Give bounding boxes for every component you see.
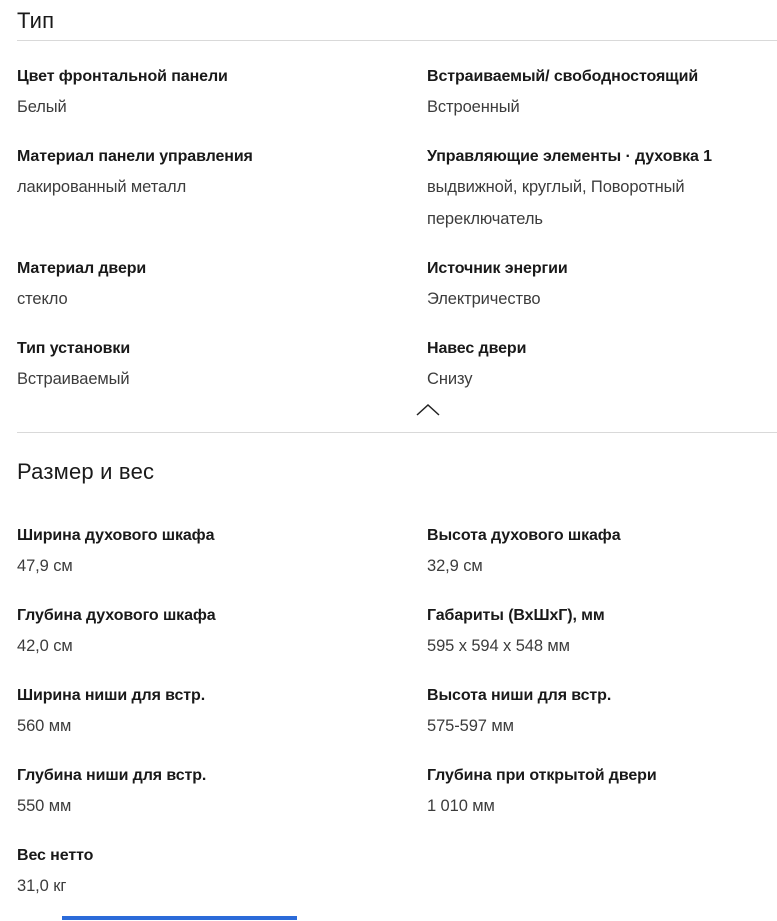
collapse-row xyxy=(0,403,777,419)
spec-value: лакированный металл xyxy=(17,178,187,196)
spec-value: 560 мм xyxy=(17,717,72,735)
spec-value: стекло xyxy=(17,290,68,308)
spec-item xyxy=(17,66,427,123)
spec-item xyxy=(17,685,427,742)
spec-item xyxy=(17,146,427,235)
spec-value: 32,9 см xyxy=(427,557,483,575)
spec-item xyxy=(427,146,760,235)
spec-item xyxy=(17,525,427,582)
partial-blue-element xyxy=(62,916,297,920)
spec-label: Высота ниши для встр. xyxy=(427,687,612,704)
spec-item xyxy=(17,845,427,902)
spec-item xyxy=(17,258,427,315)
spec-label: Глубина при открытой двери xyxy=(427,767,657,784)
spec-label: Цвет фронтальной панели xyxy=(17,68,228,85)
spec-label: Высота духового шкафа xyxy=(427,527,621,544)
spec-item xyxy=(427,66,760,123)
spec-label: Глубина духового шкафа xyxy=(17,607,216,624)
spec-grid-type xyxy=(17,66,760,395)
spec-label: Глубина ниши для встр. xyxy=(17,767,207,784)
spec-item xyxy=(427,525,760,582)
spec-value: 47,9 см xyxy=(17,557,73,575)
spec-item xyxy=(17,338,427,395)
spec-item xyxy=(427,765,760,822)
spec-label: Материал панели управления xyxy=(17,148,253,165)
spec-value: Электричество xyxy=(427,290,541,308)
spec-value: 31,0 кг xyxy=(17,877,67,895)
spec-grid-size-weight xyxy=(17,525,760,902)
spec-label: Материал двери xyxy=(17,260,147,277)
spec-value: 1 010 мм xyxy=(427,797,495,815)
spec-item xyxy=(17,765,427,822)
spec-value: 550 мм xyxy=(17,797,72,815)
spec-value: 575-597 мм xyxy=(427,717,514,735)
divider xyxy=(17,40,777,41)
spec-label: Источник энергии xyxy=(427,260,568,277)
spec-item xyxy=(427,605,760,662)
divider xyxy=(17,432,777,433)
spec-item xyxy=(427,338,760,395)
spec-label: Управляющие элементы · духовка 1 xyxy=(427,148,712,165)
spec-value: Снизу xyxy=(427,370,473,388)
spec-value: Встраиваемый xyxy=(17,370,130,388)
spec-label: Габариты (ВхШхГ), мм xyxy=(427,607,605,624)
spec-item xyxy=(427,258,760,315)
spec-label: Навес двери xyxy=(427,340,527,357)
spec-label: Встраиваемый/ свободностоящий xyxy=(427,68,699,85)
spec-label: Ширина ниши для встр. xyxy=(17,687,206,704)
spec-label: Ширина духового шкафа xyxy=(17,527,215,544)
spec-item xyxy=(17,605,427,662)
spec-value: Белый xyxy=(17,98,67,116)
spec-label: Вес нетто xyxy=(17,847,94,864)
spec-item xyxy=(427,685,760,742)
spec-value: 595 x 594 x 548 мм xyxy=(427,637,570,655)
spec-value: выдвижной, круглый, Поворотный переключатель xyxy=(427,178,685,228)
collapse-section-button[interactable] xyxy=(413,403,443,419)
section-title-type: Тип xyxy=(17,8,55,33)
chevron-up-icon xyxy=(415,403,441,420)
spec-value: 42,0 см xyxy=(17,637,73,655)
section-title-size-weight: Размер и вес xyxy=(17,459,155,484)
spec-label: Тип установки xyxy=(17,340,131,357)
spec-value: Встроенный xyxy=(427,98,520,116)
